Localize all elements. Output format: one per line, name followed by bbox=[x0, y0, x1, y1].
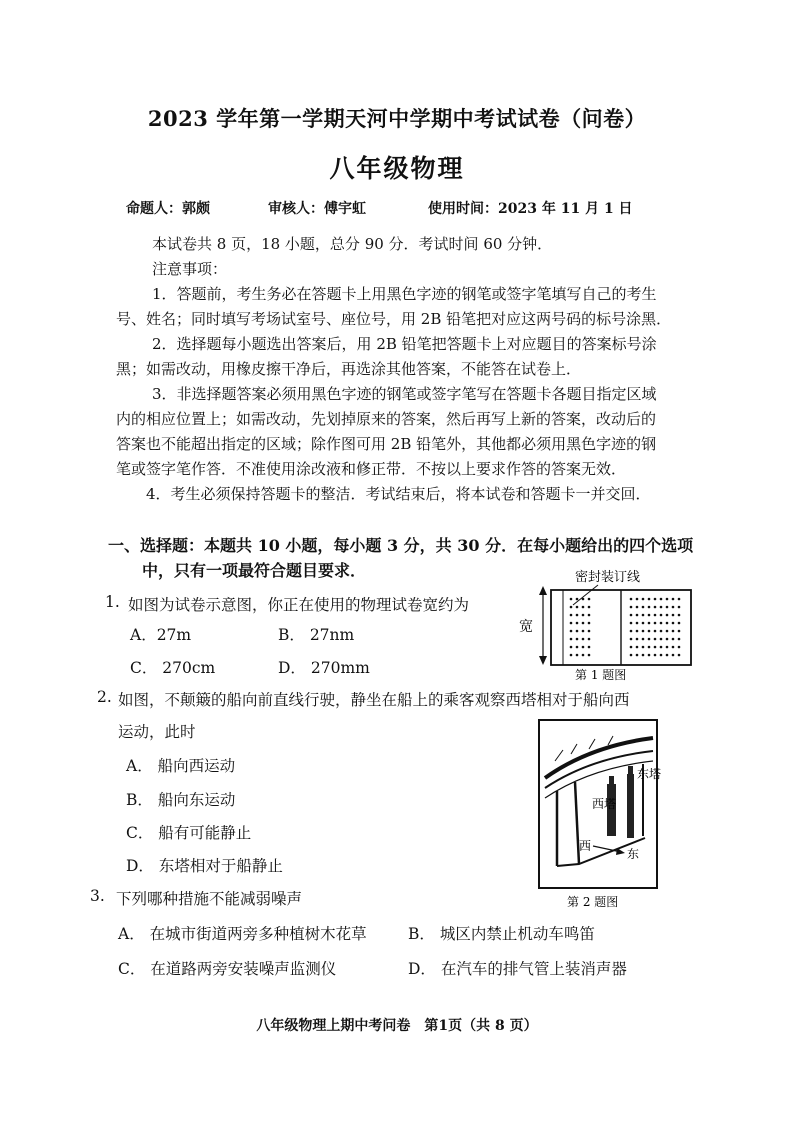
instruction-line: 2．选择题每小题选出答案后，用 2B 铅笔把答题卡上对应题目的答案标号涂 bbox=[152, 335, 657, 353]
text-dot bbox=[648, 638, 651, 641]
option-a: A．27m bbox=[130, 626, 192, 644]
option-c: C． 船有可能静止 bbox=[126, 824, 252, 842]
text-dot bbox=[660, 614, 663, 617]
text-dot bbox=[582, 630, 585, 633]
text-dot bbox=[576, 606, 579, 609]
text-dot bbox=[666, 654, 669, 657]
text-dot bbox=[636, 654, 639, 657]
text-dot bbox=[636, 614, 639, 617]
text-dot bbox=[570, 622, 573, 625]
text-dot bbox=[630, 598, 633, 601]
text-dot bbox=[636, 638, 639, 641]
text-dot bbox=[678, 646, 681, 649]
text-dot bbox=[660, 598, 663, 601]
text-dot bbox=[672, 598, 675, 601]
instruction-line: 3．非选择题答案必须用黑色字迹的钢笔或签字笔写在答题卡各题目指定区域 bbox=[152, 385, 657, 403]
text-dot bbox=[576, 614, 579, 617]
seal-line-label: 密封装订线 bbox=[575, 570, 641, 585]
notice-heading: 注意事项： bbox=[152, 260, 228, 278]
text-dot bbox=[588, 630, 591, 633]
roof-rafter bbox=[571, 744, 577, 754]
text-dot bbox=[576, 622, 579, 625]
text-dot bbox=[570, 606, 573, 609]
exam-subject: 八年级物理 bbox=[329, 154, 465, 183]
option-c: C． 270cm bbox=[130, 659, 216, 677]
text-dot bbox=[570, 654, 573, 657]
text-dot bbox=[636, 598, 639, 601]
text-dot bbox=[642, 606, 645, 609]
text-dot bbox=[588, 638, 591, 641]
text-dot bbox=[582, 622, 585, 625]
text-dot bbox=[630, 638, 633, 641]
text-dot bbox=[654, 606, 657, 609]
question-number: 3. bbox=[90, 887, 105, 905]
text-dot bbox=[636, 630, 639, 633]
text-dot bbox=[666, 598, 669, 601]
question-number: 1. bbox=[105, 593, 120, 611]
text-dot bbox=[660, 606, 663, 609]
text-dot bbox=[588, 654, 591, 657]
roof-rafter bbox=[608, 736, 613, 745]
text-dot bbox=[570, 630, 573, 633]
text-dot bbox=[636, 646, 639, 649]
text-dots-right bbox=[630, 598, 681, 657]
text-dot bbox=[576, 638, 579, 641]
east-tower-label: 东塔 bbox=[637, 767, 662, 781]
text-dot bbox=[672, 614, 675, 617]
text-dot bbox=[570, 614, 573, 617]
text-dot bbox=[642, 646, 645, 649]
figure-1-exam-paper bbox=[515, 565, 700, 683]
east-tower bbox=[627, 774, 634, 838]
figure-2-boat-window bbox=[535, 716, 667, 911]
east-direction-label: 东 bbox=[627, 847, 640, 861]
text-dot bbox=[582, 638, 585, 641]
instruction-line: 4．考生必须保持答题卡的整洁．考试结束后，将本试卷和答题卡一并交回． bbox=[146, 485, 651, 503]
section-heading: 一、选择题：本题共 10 小题，每小题 3 分，共 30 分．在每小题给出的四个选项 bbox=[108, 536, 694, 555]
text-dot bbox=[588, 614, 591, 617]
instruction-line: 答案也不能超出指定的区域；除作图可用 2B 铅笔外，其他都必须用黑色字迹的钢 bbox=[116, 435, 657, 453]
text-dot bbox=[648, 654, 651, 657]
text-dot bbox=[576, 630, 579, 633]
text-dot bbox=[654, 646, 657, 649]
text-dot bbox=[576, 654, 579, 657]
question-stem: 下列哪种措施不能减弱噪声 bbox=[116, 890, 303, 908]
arrow-up-icon bbox=[539, 586, 547, 595]
option-b: B． 船向东运动 bbox=[126, 791, 236, 809]
figure-1-caption: 第 1 题图 bbox=[575, 668, 627, 682]
text-dot bbox=[654, 614, 657, 617]
text-dots-left bbox=[570, 598, 591, 657]
text-dot bbox=[576, 598, 579, 601]
text-dot bbox=[582, 614, 585, 617]
text-dot bbox=[666, 638, 669, 641]
text-dot bbox=[648, 606, 651, 609]
text-dot bbox=[642, 598, 645, 601]
instruction-line: 黑；如需改动，用橡皮擦干净后，再选涂其他答案，不能答在试卷上． bbox=[116, 360, 582, 378]
text-dot bbox=[666, 622, 669, 625]
text-dot bbox=[660, 654, 663, 657]
text-dot bbox=[648, 630, 651, 633]
instruction-line: 号、姓名；同时填写考场试室号、座位号，用 2B 铅笔把对应这两号码的标号涂黑． bbox=[116, 310, 672, 328]
text-dot bbox=[672, 630, 675, 633]
text-dot bbox=[588, 598, 591, 601]
text-dot bbox=[678, 606, 681, 609]
west-direction-label: 西 bbox=[579, 839, 592, 853]
option-a: A． 在城市街道两旁多种植树木花草 bbox=[118, 925, 367, 943]
option-b: B． 城区内禁止机动车鸣笛 bbox=[408, 925, 595, 943]
text-dot bbox=[654, 638, 657, 641]
arrow-right-icon bbox=[616, 848, 625, 855]
text-dot bbox=[642, 622, 645, 625]
text-dot bbox=[582, 598, 585, 601]
text-dot bbox=[570, 646, 573, 649]
text-dot bbox=[648, 622, 651, 625]
text-dot bbox=[642, 630, 645, 633]
roof-rafter bbox=[555, 750, 563, 761]
text-dot bbox=[654, 630, 657, 633]
width-label: 宽 bbox=[519, 619, 533, 635]
reviewer-line: 审核人：傅宇虹 bbox=[268, 201, 366, 217]
text-dot bbox=[648, 598, 651, 601]
text-dot bbox=[588, 646, 591, 649]
text-dot bbox=[630, 622, 633, 625]
text-dot bbox=[642, 654, 645, 657]
text-dot bbox=[660, 622, 663, 625]
text-dot bbox=[678, 654, 681, 657]
text-dot bbox=[654, 622, 657, 625]
question-number: 2. bbox=[97, 688, 112, 706]
text-dot bbox=[672, 606, 675, 609]
text-dot bbox=[648, 614, 651, 617]
text-dot bbox=[672, 654, 675, 657]
text-dot bbox=[666, 606, 669, 609]
seal-line-pointer bbox=[573, 585, 598, 605]
west-tower-label-1: 西塔 bbox=[592, 797, 617, 811]
text-dot bbox=[570, 598, 573, 601]
instruction-line: 内的相应位置上；如需改动，先划掉原来的答案，然后再写上新的答案，改动后的 bbox=[116, 410, 657, 428]
exam-title: 2023 学年第一学期天河中学期中考试试卷（问卷） bbox=[147, 106, 647, 131]
option-d: D． 东塔相对于船静止 bbox=[126, 857, 283, 875]
option-b: B． 27nm bbox=[278, 626, 355, 644]
arrow-down-icon bbox=[539, 656, 547, 665]
instruction-line: 1．答题前，考生务必在答题卡上用黑色字迹的钢笔或签字笔填写自己的考生 bbox=[152, 285, 657, 303]
text-dot bbox=[648, 646, 651, 649]
east-tower-top bbox=[628, 766, 633, 775]
text-dot bbox=[654, 654, 657, 657]
text-dot bbox=[660, 638, 663, 641]
text-dot bbox=[630, 654, 633, 657]
text-dot bbox=[666, 614, 669, 617]
west-tower-top bbox=[609, 776, 614, 785]
text-dot bbox=[654, 598, 657, 601]
text-dot bbox=[672, 646, 675, 649]
instruction-line: 笔或签字笔作答．不准使用涂改液和修正带．不按以上要求作答的答案无效． bbox=[116, 460, 627, 478]
text-dot bbox=[642, 614, 645, 617]
text-dot bbox=[642, 638, 645, 641]
text-dot bbox=[678, 630, 681, 633]
text-dot bbox=[660, 630, 663, 633]
question-stem: 运动，此时 bbox=[118, 723, 196, 741]
text-dot bbox=[672, 622, 675, 625]
option-d: D． 270mm bbox=[278, 659, 370, 677]
text-dot bbox=[570, 638, 573, 641]
date-line: 使用时间：2023 年 11 月 1 日 bbox=[428, 201, 633, 217]
page-footer: 八年级物理上期中考问卷 第1页（共 8 页） bbox=[256, 1018, 538, 1034]
figure-2-caption: 第 2 题图 bbox=[567, 895, 619, 909]
option-c: C． 在道路两旁安装噪声监测仪 bbox=[118, 960, 337, 978]
text-dot bbox=[582, 654, 585, 657]
text-dot bbox=[660, 646, 663, 649]
text-dot bbox=[672, 638, 675, 641]
text-dot bbox=[630, 606, 633, 609]
text-dot bbox=[678, 598, 681, 601]
question-stem: 如图为试卷示意图，你正在使用的物理试卷宽约为 bbox=[128, 596, 470, 614]
text-dot bbox=[582, 646, 585, 649]
text-dot bbox=[588, 622, 591, 625]
text-dot bbox=[582, 606, 585, 609]
text-dot bbox=[576, 646, 579, 649]
text-dot bbox=[678, 638, 681, 641]
question-stem: 如图，不颠簸的船向前直线行驶，静坐在船上的乘客观察西塔相对于船向西 bbox=[118, 691, 630, 709]
roof-rafter bbox=[589, 739, 595, 749]
text-dot bbox=[630, 614, 633, 617]
text-dot bbox=[630, 646, 633, 649]
text-dot bbox=[678, 622, 681, 625]
text-dot bbox=[666, 630, 669, 633]
exam-intro: 本试卷共 8 页，18 小题，总分 90 分．考试时间 60 分钟． bbox=[152, 235, 553, 253]
text-dot bbox=[588, 606, 591, 609]
text-dot bbox=[678, 614, 681, 617]
text-dot bbox=[630, 630, 633, 633]
option-d: D． 在汽车的排气管上装消声器 bbox=[408, 960, 627, 978]
author-line: 命题人：郭颇 bbox=[126, 201, 210, 217]
option-a: A． 船向西运动 bbox=[126, 757, 236, 775]
section-heading: 中，只有一项最符合题目要求． bbox=[142, 561, 367, 580]
text-dot bbox=[636, 622, 639, 625]
text-dot bbox=[636, 606, 639, 609]
text-dot bbox=[666, 646, 669, 649]
